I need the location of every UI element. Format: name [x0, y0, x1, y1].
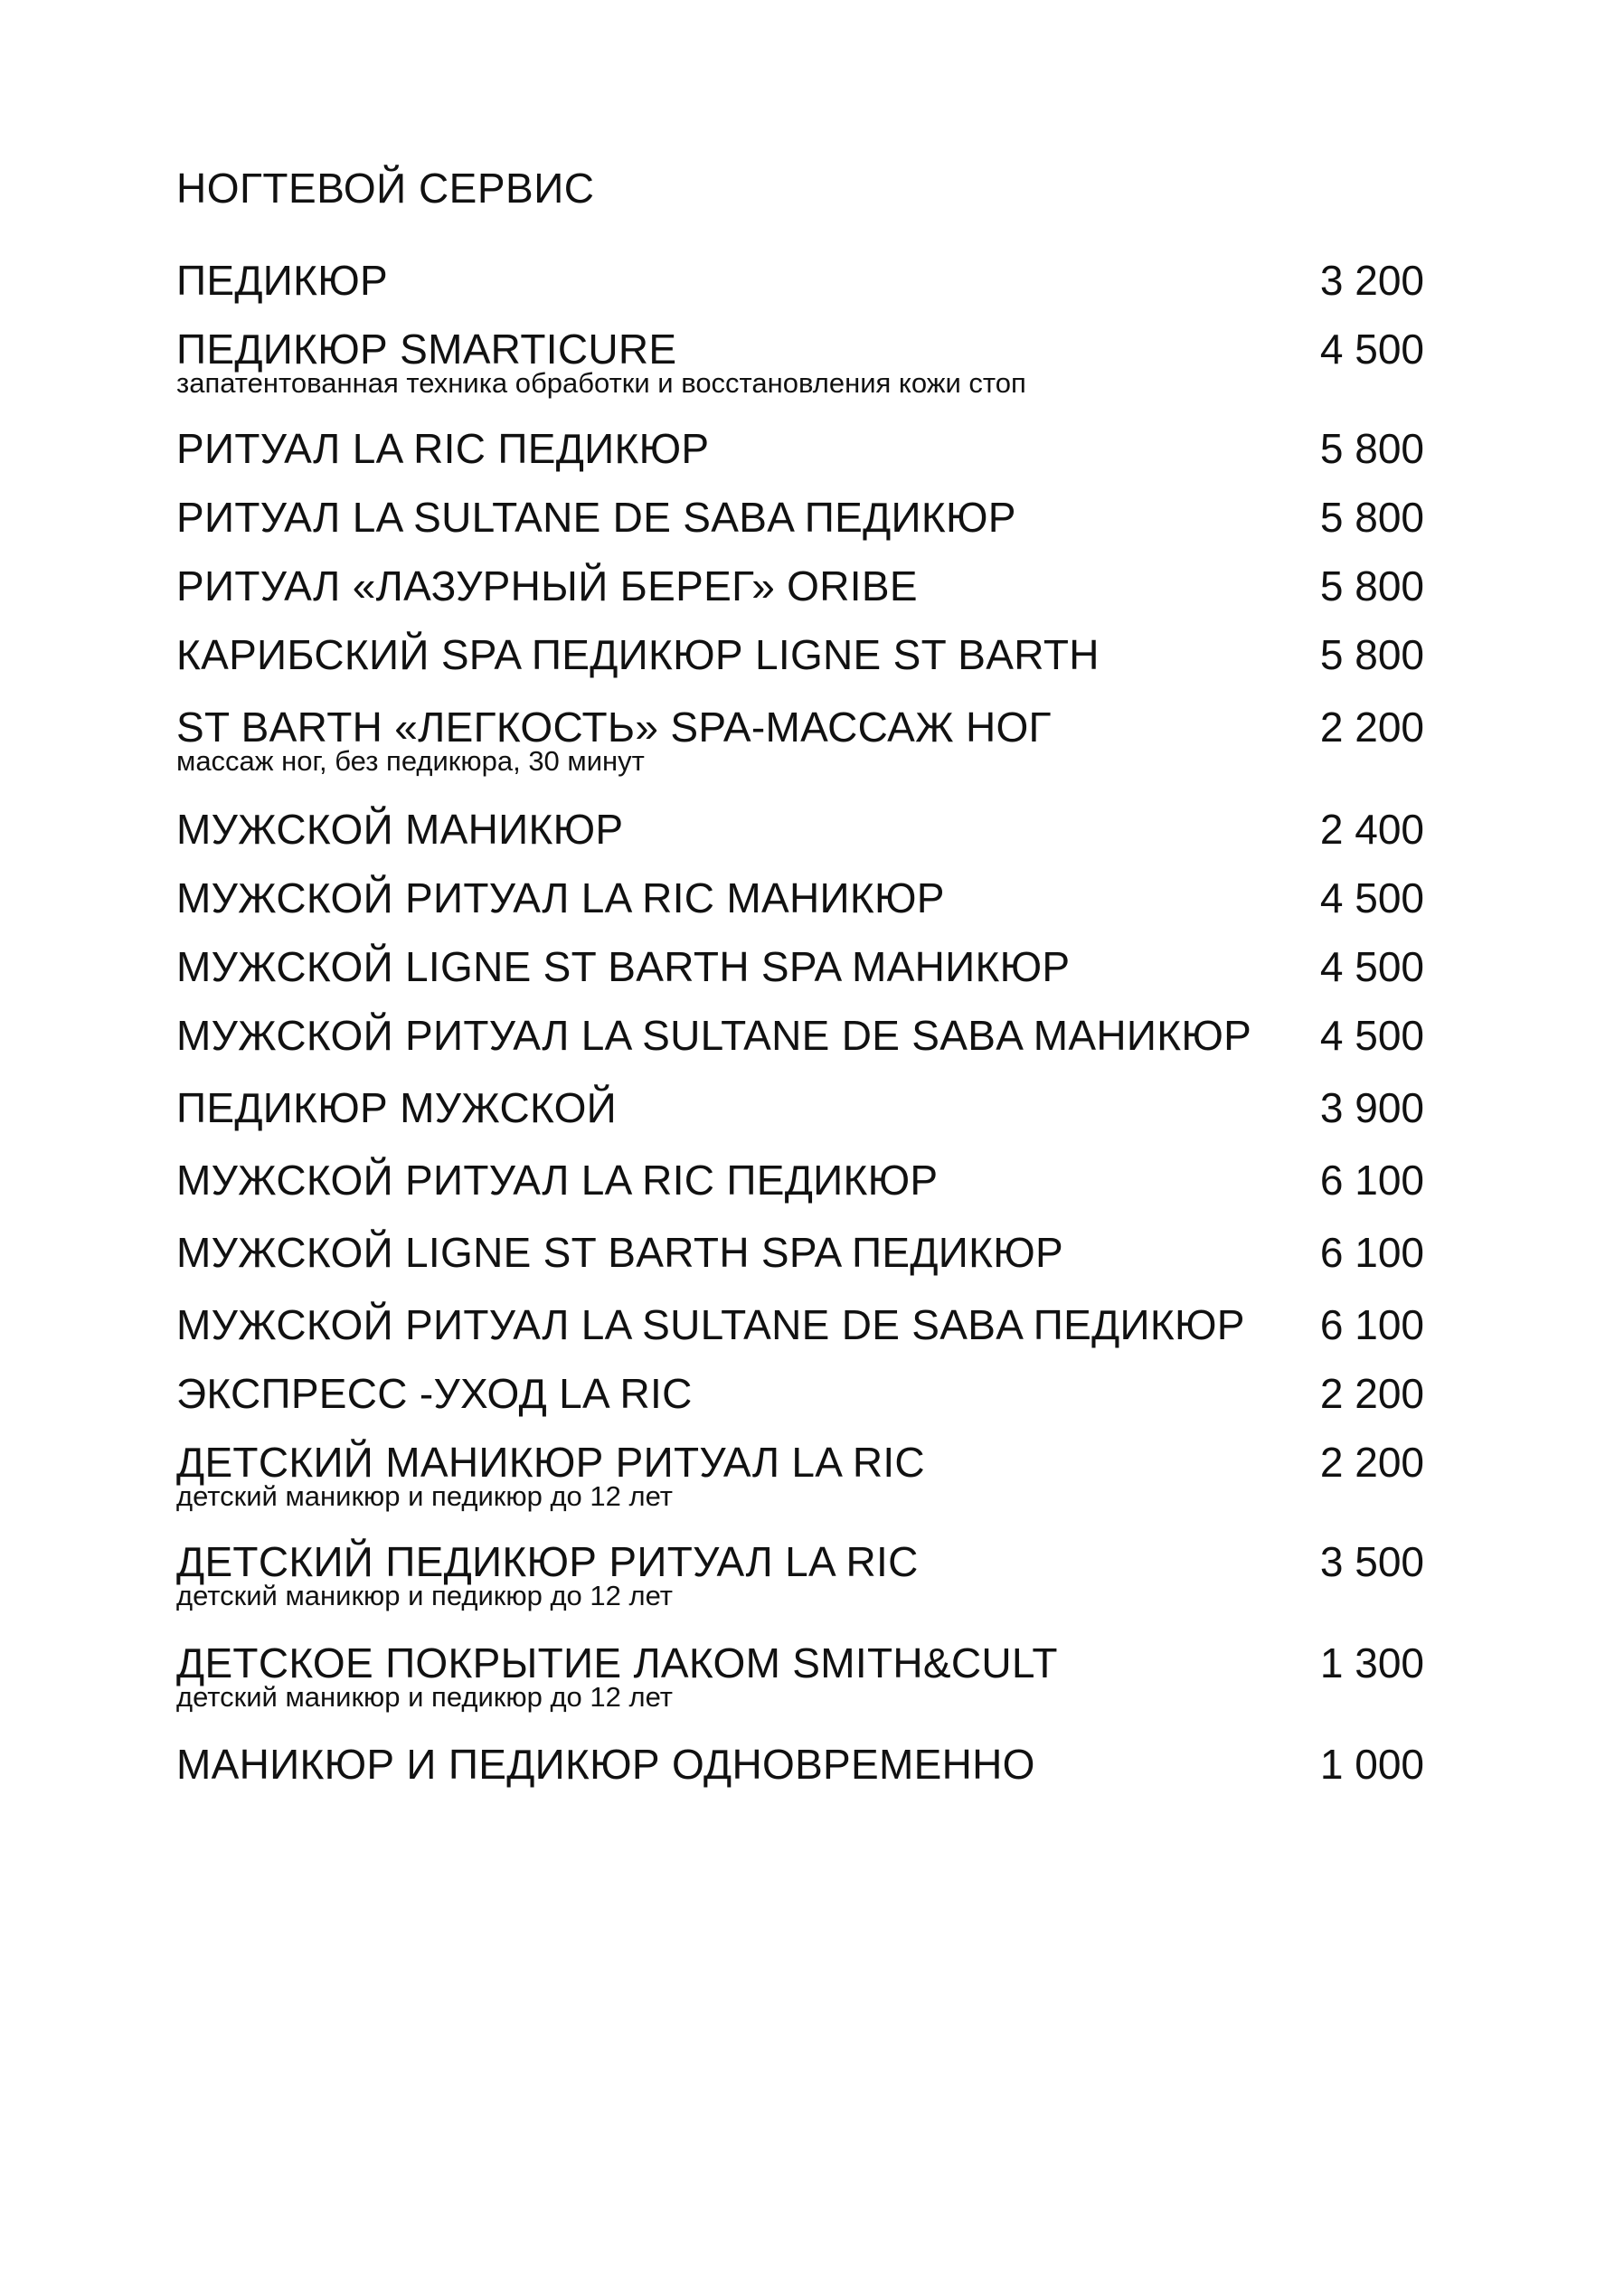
list-item	[176, 1368, 1478, 1437]
list-item	[176, 1437, 1478, 1536]
service-name: ДЕТСКИЙ МАНИКЮР РИТУАЛ LA RIC	[176, 1439, 925, 1486]
service-name: МУЖСКОЙ LIGNE ST BARTH SPA ПЕДИКЮР	[176, 1229, 1064, 1276]
service-price: 3 900	[1319, 1084, 1424, 1131]
list-item	[176, 1227, 1478, 1299]
service-name: ПЕДИКЮР МУЖСКОЙ	[176, 1084, 618, 1131]
service-name: РИТУАЛ LA RIC ПЕДИКЮР	[176, 425, 710, 472]
service-note: детский маникюр и педикюр до 12 лет	[176, 1681, 673, 1713]
service-note: запатентованная техника обработки и восстановления кожи стоп	[176, 367, 1026, 399]
service-name: МУЖСКОЙ LIGNE ST BARTH SPA МАНИКЮР	[176, 943, 1071, 990]
list-item	[176, 492, 1478, 561]
list-item	[176, 324, 1478, 423]
service-name: МУЖСКОЙ РИТУАЛ LA SULTANE DE SABA МАНИКЮР	[176, 1012, 1252, 1059]
service-price: 6 100	[1319, 1157, 1424, 1204]
service-price: 6 100	[1319, 1229, 1424, 1276]
service-name: КАРИБСКИЙ SPA ПЕДИКЮР LIGNE ST BARTH	[176, 631, 1100, 678]
service-price: 1 300	[1319, 1639, 1424, 1686]
service-price: 4 500	[1319, 1012, 1424, 1059]
list-item	[176, 561, 1478, 629]
list-item	[176, 1082, 1478, 1155]
service-name: МУЖСКОЙ МАНИКЮР	[176, 806, 624, 853]
price-list	[176, 255, 1478, 1808]
list-item	[176, 941, 1478, 1010]
service-name: ПЕДИКЮР	[176, 257, 389, 304]
list-item	[176, 1739, 1478, 1808]
service-name: ПЕДИКЮР SMARTICURE	[176, 326, 677, 373]
page-title: НОГТЕВОЙ СЕРВИС	[176, 165, 595, 212]
service-name: ДЕТСКОЕ ПОКРЫТИЕ ЛАКОМ SMITH&CULT	[176, 1639, 1058, 1686]
service-name: МУЖСКОЙ РИТУАЛ LA RIC ПЕДИКЮР	[176, 1157, 939, 1204]
service-price: 5 800	[1319, 631, 1424, 678]
list-item	[176, 255, 1478, 324]
service-price: 3 200	[1319, 257, 1424, 304]
service-name: РИТУАЛ LA SULTANE DE SABA ПЕДИКЮР	[176, 494, 1016, 541]
service-price: 2 200	[1319, 1439, 1424, 1486]
service-name: МУЖСКОЙ РИТУАЛ LA RIC МАНИКЮР	[176, 874, 945, 921]
service-name: МУЖСКОЙ РИТУАЛ LA SULTANE DE SABA ПЕДИКЮР	[176, 1301, 1245, 1348]
service-price: 4 500	[1319, 943, 1424, 990]
list-item	[176, 702, 1478, 804]
service-price: 4 500	[1319, 874, 1424, 921]
service-price: 5 800	[1319, 494, 1424, 541]
list-item	[176, 1638, 1478, 1739]
service-price: 2 400	[1319, 806, 1424, 853]
service-name: МАНИКЮР И ПЕДИКЮР ОДНОВРЕМЕННО	[176, 1741, 1035, 1788]
service-note: детский маникюр и педикюр до 12 лет	[176, 1480, 673, 1512]
service-price: 3 500	[1319, 1538, 1424, 1585]
service-note: детский маникюр и педикюр до 12 лет	[176, 1580, 673, 1611]
list-item	[176, 1155, 1478, 1227]
service-price: 2 200	[1319, 1370, 1424, 1417]
service-price: 2 200	[1319, 704, 1424, 751]
list-item	[176, 1536, 1478, 1638]
service-note: массаж ног, без педикюра, 30 минут	[176, 745, 645, 777]
list-item	[176, 873, 1478, 941]
service-price: 1 000	[1319, 1741, 1424, 1788]
list-item	[176, 1299, 1478, 1368]
list-item	[176, 1010, 1478, 1082]
list-item	[176, 629, 1478, 702]
service-name: ДЕТСКИЙ ПЕДИКЮР РИТУАЛ LA RIC	[176, 1538, 919, 1585]
service-name: ЭКСПРЕСС -УХОД LA RIC	[176, 1370, 693, 1417]
service-name: РИТУАЛ «ЛАЗУРНЫЙ БЕРЕГ» ORIBE	[176, 562, 918, 609]
service-price: 5 800	[1319, 425, 1424, 472]
service-price: 4 500	[1319, 326, 1424, 373]
list-item	[176, 804, 1478, 873]
service-price: 6 100	[1319, 1301, 1424, 1348]
service-name: ST BARTH «ЛЕГКОСТЬ» SPA-МАССАЖ НОГ	[176, 704, 1052, 751]
service-price: 5 800	[1319, 562, 1424, 609]
list-item	[176, 423, 1478, 492]
